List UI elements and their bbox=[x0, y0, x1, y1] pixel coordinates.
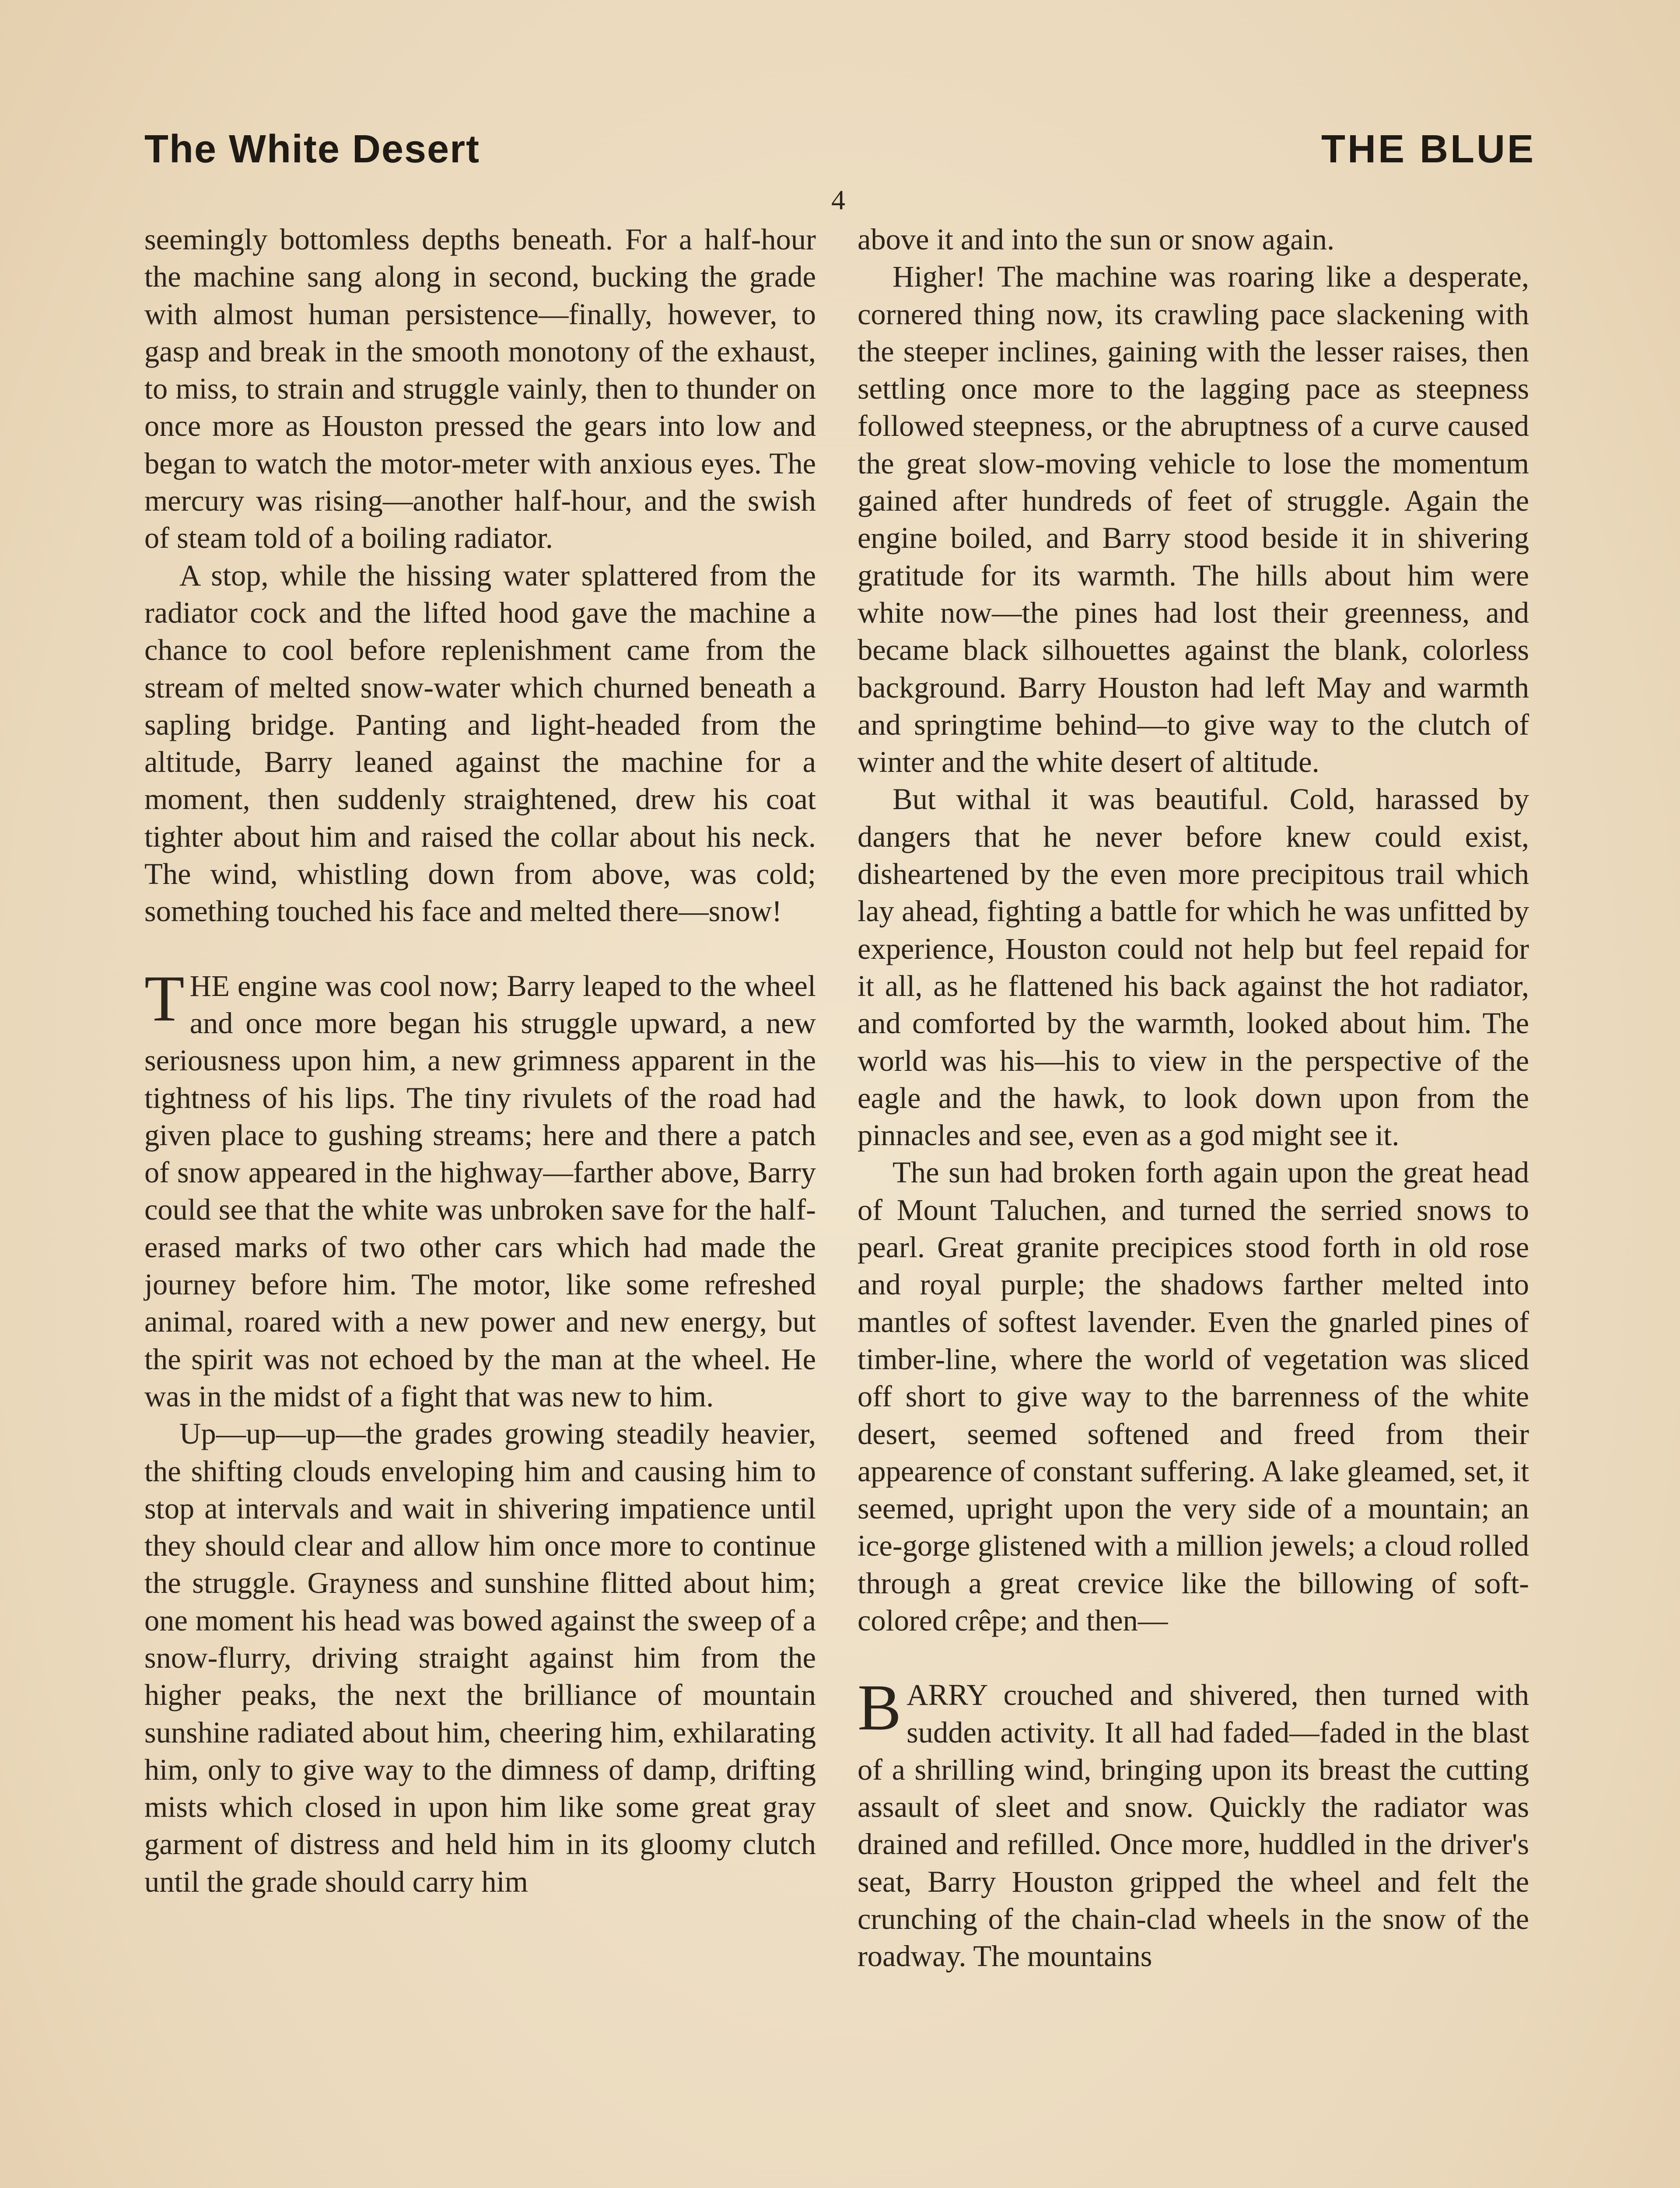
drop-cap: T bbox=[144, 962, 185, 1035]
paragraph: seemingly bottomless depths beneath. For a half-hour the machine sang along in second, bucking the grade with almost human persistence—finally, however, to gasp and break in the smooth monotony of the exhaust, to miss, to strain and struggle vainly, then to thunder on once more as Houston pressed the gears into low and began to watch the motor-meter with anxious eyes. The mercury was rising—another half-hour, and the swish of steam told of a boiling radiator. bbox=[144, 223, 816, 555]
page-number: 4 bbox=[831, 184, 845, 215]
paragraph-dropcap bbox=[144, 962, 816, 1416]
paragraph: Up—up—up—the grades growing steadily heavier, the shifting clouds enveloping him and causing him to stop at intervals and wait in shivering impatience until they should clear and allow him once more to continue the struggle. Grayness and sunshine flitted about him; one moment his head was bowed against the sweep of a snow-flurry, driving straight against him from the higher peaks, the next the brilliance of mountain sunshine radiated about him, cheering him, exhilarating him, only to give way to the dimness of damp, drifting mists which closed in upon him like some great gray garment of distress and held him in its gloomy clutch until the grade should carry him bbox=[144, 1417, 816, 1898]
paragraph: A stop, while the hissing water splattered from the radiator cock and the lifted hood gave the machine a chance to cool before replenishment came from the stream of melted snow-water which churned beneath a sapling bridge. Panting and light-headed from the altitude, Barry leaned against the machine for a moment, then suddenly straightened, drew his coat tighter about him and raised the collar about his neck. The wind, whistling down from above, was cold; something touched his face and melted there—snow! bbox=[144, 558, 816, 928]
paragraph-text: crouched and shivered, then turned with sudden activity. It all had faded—faded in the blast of a shrilling wind, bringing upon its breast the cutting assault of sleet and snow. Quickly the radiator was drained and refilled. Once more, huddled in the driver's seat, Barry Houston gripped the wheel and felt the crunching of the chain-clad wheels in the snow of the roadway. The mountains bbox=[858, 1678, 1529, 1973]
paragraph: Higher! The machine was roaring like a desperate, cornered thing now, its crawling pace slackening with the steeper inclines, gaining with the lesser raises, then settling once more to the lagging pace as steepness followed steepness, or the abruptness of a curve caused the great slow-moving vehicle to lose the momentum gained after hundreds of feet of struggle. Again the engine boiled, and Barry stood beside it in shivering gratitude for its warmth. The hills about him were white now—the pines had lost their greenness, and became black silhouettes against the blank, colorless background. Barry Houston had left May and warmth and springtime behind—to give way to the clutch of winter and the white desert of altitude. bbox=[858, 260, 1529, 779]
right-column bbox=[858, 221, 1529, 1975]
paragraph-text: engine was cool now; Barry leaped to the wheel and once more began his struggle upward, a new seriousness upon him, a new grimness apparent in the tightness of his lips. The tiny rivulets of the road had given place to gushing streams; here and there a patch of snow appeared in the highway—farther above, Barry could see that the white was unbroken save for the half-erased marks of two other cars which had made the journey before him. The motor, like some refreshed animal, roared with a new power and new energy, but the spirit was not echoed by the man at the wheel. He was in the midst of a fight that was new to him. bbox=[144, 969, 816, 1413]
left-column bbox=[144, 221, 816, 1900]
paragraph: above it and into the sun or snow again. bbox=[858, 223, 1335, 256]
paragraph: But withal it was beautiful. Cold, harassed by dangers that he never before knew could exist, disheartened by the even more precipitous trail which lay ahead, fighting a battle for which he was unfitted by experience, Houston could not help but feel repaid for it all, as he flattened his back against the hot radiator, and comforted by the warmth, looked about him. The world was his—his to view in the perspective of the eagle and the hawk, to look down upon from the pinnacles and see, even as a god might see it. bbox=[858, 782, 1529, 1152]
drop-cap: B bbox=[858, 1671, 902, 1744]
paragraph: The sun had broken forth again upon the great head of Mount Taluchen, and turned the serried snows to pearl. Great granite precipices stood forth in old rose and royal purple; the shadows farther melted into mantles of softest lavender. Even the gnarled pines of timber-line, where the world of vegetation was sliced off short to give way to the barrenness of the white desert, seemed softened and freed from their appearence of constant suffering. A lake gleamed, set, it seemed, upright upon the very side of a mountain; an ice-gorge glistened with a million jewels; a cloud rolled through a great crevice like the billowing of soft-colored crêpe; and then— bbox=[858, 1156, 1529, 1637]
paragraph-dropcap bbox=[858, 1671, 1529, 1975]
magazine-title: THE BLUE bbox=[1321, 127, 1536, 171]
small-caps-lead: HE bbox=[189, 969, 230, 1003]
small-caps-lead: ARRY bbox=[906, 1678, 987, 1712]
story-title: The White Desert bbox=[144, 127, 480, 171]
